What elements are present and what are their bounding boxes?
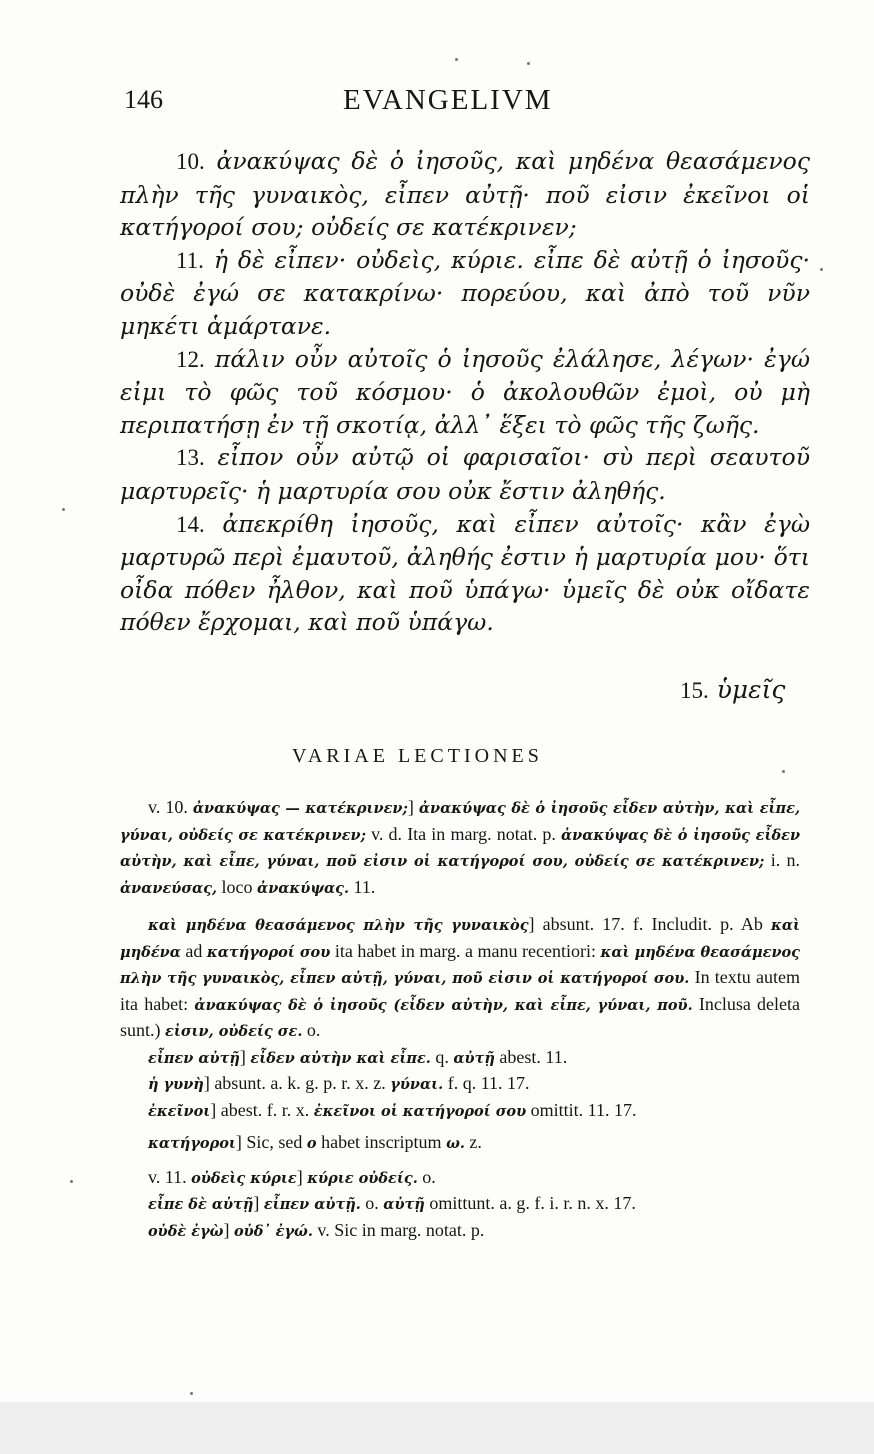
verse-14 [120, 508, 810, 639]
page-number: 146 [124, 85, 163, 114]
viewer-bottom-bar [0, 1402, 874, 1454]
variae-lectiones-heading: VARIAE LECTIONES [292, 745, 543, 767]
verse-text: εἶπον οὖν αὐτῷ οἱ φαρισαῖοι· σὺ περὶ σεαυτοῦ μαρτυρεῖς· ἡ μαρτυρία σου οὐκ ἔστιν ἀληθής. [120, 443, 810, 505]
apparatus-note: ἡ γυνὴ] absunt. a. k. g. p. r. x. z. γύναι. f. q. 11. 17. [148, 1073, 530, 1093]
apparatus-note: v. 11. οὐδεὶς κύριε] κύριε οὐδείς. o. [148, 1166, 436, 1187]
apparatus-note: εἶπε δὲ αὐτῇ] εἶπεν αὐτῇ. o. αὐτῇ omittunt. a. g. f. i. r. n. x. 17. [148, 1193, 636, 1213]
verse-11 [120, 244, 810, 343]
scan-speck [820, 268, 823, 271]
scan-speck [527, 62, 530, 65]
verse-13 [120, 441, 810, 507]
scan-speck [782, 770, 785, 773]
verse-number: 11. [176, 247, 204, 273]
verse-number: 10. [176, 149, 205, 174]
scan-speck [62, 508, 65, 511]
running-title: EVANGELIVM [343, 84, 553, 116]
verse-10 [120, 145, 810, 244]
apparatus-note: εἶπεν αὐτῇ] εἶδεν αὐτὴν καὶ εἶπε. q. αὐτῇ abest. 11. [148, 1046, 568, 1067]
verse-number: 12. [176, 346, 205, 372]
verse-text: ἀνακύψας δὲ ὁ ἰησοῦς, καὶ μηδένα θεασάμενος πλὴν τῆς γυναικὸς, εἶπεν αὐτῇ· ποῦ εἰσιν ἐκεῖνοι οἱ κατήγοροί σου; οὐδείς σε κατέκρινεν; [120, 147, 810, 242]
catchword-text: ὑμεῖς [716, 675, 786, 704]
main-text-block [120, 145, 810, 639]
verse-text: ἀπεκρίθη ἰησοῦς, καὶ εἶπεν αὐτοῖς· κἂν ἐγὼ μαρτυρῶ περὶ ἐμαυτοῦ, ἀληθής ἐστιν ἡ μαρτυρία μου· ὅτι οἶδα πόθεν ἦλθον, καὶ ποῦ ὑπάγω· ὑμεῖς δὲ οὐκ οἴδατε πόθεν ἔρχομαι, καὶ ποῦ ὑπάγω. [120, 509, 810, 637]
scan-speck [190, 1392, 193, 1395]
verse-12 [120, 343, 810, 442]
verse-text: πάλιν οὖν αὐτοῖς ὁ ἰησοῦς ἐλάλησε, λέγων· ἐγώ εἰμι τὸ φῶς τοῦ κόσμου· ὁ ἀκολουθῶν ἐμοὶ, οὐ μὴ περιπατήσῃ ἐν τῇ σκοτίᾳ, ἀλλ᾽ ἕξει τὸ φῶς τῆς ζωῆς. [120, 344, 810, 439]
apparatus-note: οὐδὲ ἐγὼ] οὐδ᾽ ἐγώ. v. Sic in marg. notat. p. [148, 1219, 485, 1240]
apparatus-note: v. 10. ἀνακύψας — κατέκρινεν;] ἀνακύψας δὲ ὁ ἰησοῦς εἶδεν αὐτὴν, καὶ εἶπε, γύναι, οὐδείς σε κατέκρινεν; v. d. Ita in marg. notat. p. ἀνακύψας δὲ ὁ ἰησοῦς εἶδεν αὐτὴν, καὶ εἶπε, γύναι, ποῦ εἰσιν οἱ κατήγοροί σου, οὐδείς σε κατέκρινεν; i. n. ἀνανεύσας, loco ἀνακύψας. 11. [120, 797, 801, 897]
critical-apparatus [120, 795, 800, 1244]
apparatus-note: ἐκεῖνοι] abest. f. r. x. ἐκεῖνοι οἱ κατήγοροί σου omittit. 11. 17. [148, 1099, 637, 1120]
scan-speck [455, 58, 458, 61]
apparatus-note: καὶ μηδένα θεασάμενος πλὴν τῆς γυναικὸς] absunt. 17. f. Includit. p. Ab καὶ μηδένα ad κατήγοροί σου ita habet in marg. a manu recentiori: καὶ μηδένα θεασάμενος πλὴν τῆς γυναικὸς, εἶπεν αὐτῇ, γύναι, ποῦ εἰσιν οἱ κατήγοροί σου. In textu autem ita habet: ἀνακύψας δὲ ὁ ἰησοῦς (εἶδεν αὐτὴν, καὶ εἶπε, γύναι, ποῦ. Inclusa deleta sunt.) εἰσιν, οὐδείς σε. o. [120, 914, 801, 1040]
scan-speck [70, 1180, 73, 1183]
catchword-number: 15. [680, 678, 709, 703]
verse-number: 13. [176, 445, 205, 471]
verse-text: ἡ δὲ εἶπεν· οὐδεὶς, κύριε. εἶπε δὲ αὐτῇ ὁ ἰησοῦς· οὐδὲ ἐγώ σε κατακρίνω· πορεύου, καὶ ἀπὸ τοῦ νῦν μηκέτι ἁμάρτανε. [120, 245, 810, 340]
catchword [680, 675, 785, 704]
apparatus-note: κατήγοροι] Sic, sed ο habet inscriptum ω. z. [148, 1132, 482, 1152]
verse-number: 14. [176, 511, 205, 537]
